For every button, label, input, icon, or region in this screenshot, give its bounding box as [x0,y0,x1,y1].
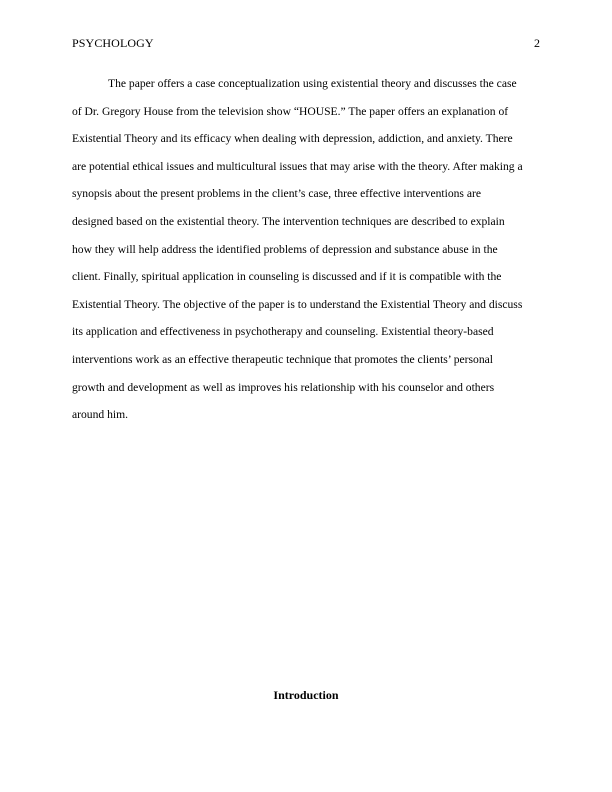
section-heading-introduction: Introduction [273,688,339,702]
paragraph-line: how they will help address the identified problems of depression and substance abuse in the [72,242,498,256]
running-head: PSYCHOLOGY [72,36,154,50]
paragraph-line: Existential Theory and its efficacy when dealing with depression, addiction, and anxiety. There [72,132,513,146]
paragraph-line: interventions work as an effective therapeutic technique that promotes the clients’ personal [72,352,493,366]
paragraph-line: client. Finally, spiritual application in counseling is discussed and if it is compatible with the [72,270,502,284]
paragraph-line: synopsis about the present problems in the client’s case, three effective interventions are [72,187,481,201]
paragraph-line: The paper offers a case conceptualization using existential theory and discusses the case [108,77,517,90]
paragraph-line: growth and development as well as improves his relationship with his counselor and others [72,380,495,394]
paragraph-line: of Dr. Gregory House from the television show “HOUSE.” The paper offers an explanation of [72,104,509,118]
paragraph-line: are potential ethical issues and multicultural issues that may arise with the theory. After making a [72,159,523,173]
abstract-paragraph [72,70,542,429]
paragraph-line: its application and effectiveness in psychotherapy and counseling. Existential theory-based [72,325,494,339]
page-number: 2 [534,36,540,50]
paragraph-line: Existential Theory. The objective of the paper is to understand the Existential Theory and discuss [72,297,523,311]
paragraph-line: designed based on the existential theory. The intervention techniques are described to explain [72,214,505,228]
paragraph-line: around him. [72,408,129,422]
